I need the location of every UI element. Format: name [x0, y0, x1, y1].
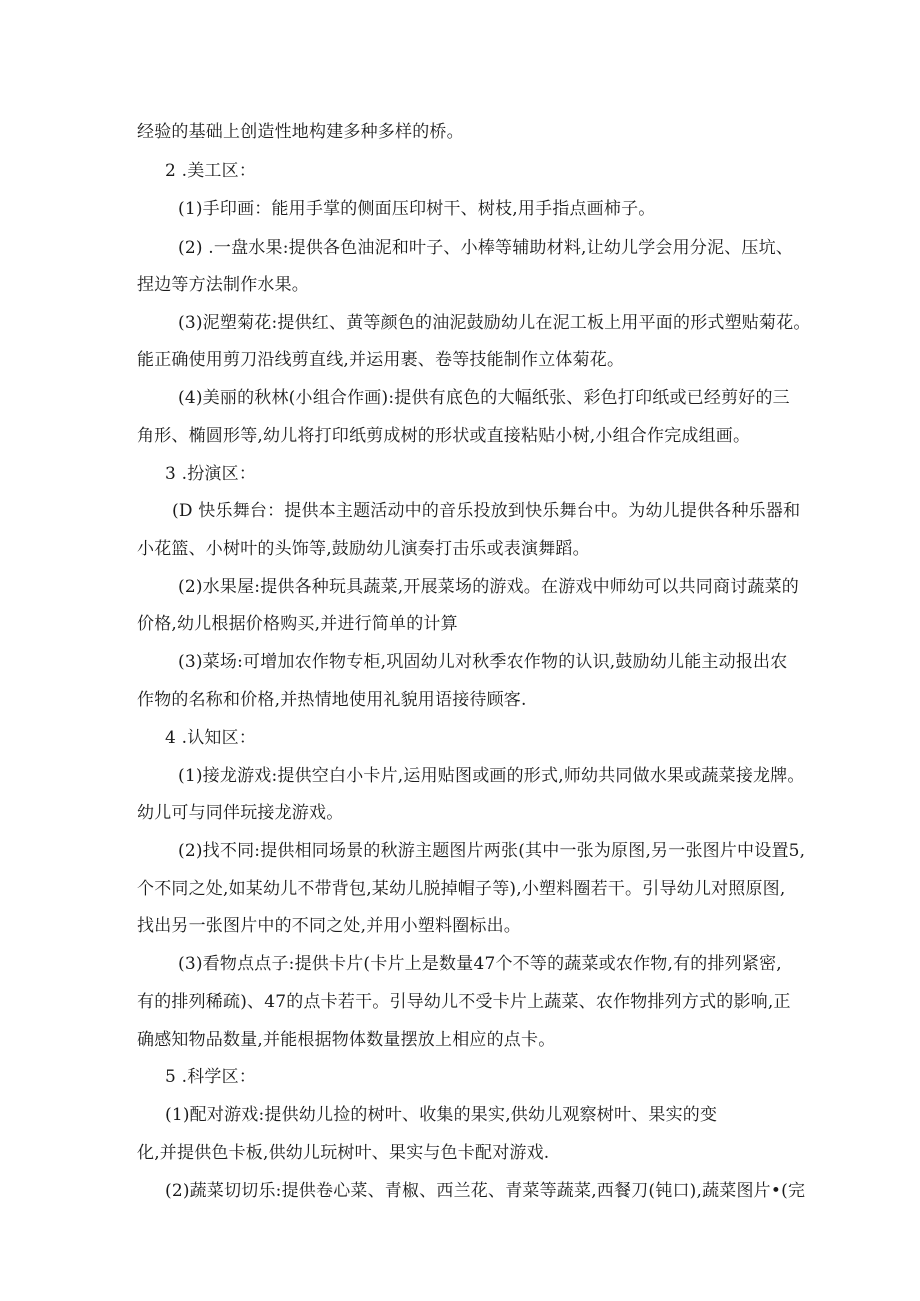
text-line: (2)水果屋:提供各种玩具蔬菜,开展菜场的游戏。在游戏中师幼可以共同商讨蔬菜的 [178, 577, 800, 597]
text-line: 找出另一张图片中的不同之处,并用小塑料圈标出。 [137, 916, 522, 936]
text-line: (4)美丽的秋林(小组合作画):提供有底色的大幅纸张、彩色打印纸或已经剪好的三 [178, 388, 790, 408]
text-line: 化,并提供色卡板,供幼儿玩树叶、果实与色卡配对游戏. [137, 1143, 550, 1163]
text-line: (1)配对游戏:提供幼儿捡的树叶、收集的果实,供幼儿观察树叶、果实的变 [165, 1105, 718, 1125]
section-heading: 5 .科学区： [165, 1067, 257, 1087]
text-line: (3)菜场:可增加农作物专柜,巩固幼儿对秋季农作物的认识,鼓励幼儿能主动报出农 [178, 652, 788, 672]
text-line: 经验的基础上创造性地构建多种多样的桥。 [137, 122, 464, 142]
text-line: 作物的名称和价格,并热情地使用礼貌用语接待顾客. [137, 690, 527, 710]
text-line: (1)接龙游戏:提供空白小卡片,运用贴图或画的形式,师幼共同做水果或蔬菜接龙牌。 [178, 766, 805, 786]
text-line: (2) .一盘水果:提供各色油泥和叶子、小棒等辅助材料,让幼儿学会用分泥、压坑、 [178, 238, 794, 258]
text-line: 小花篮、小树叶的头饰等,鼓励幼儿演奏打击乐或表演舞蹈。 [137, 539, 590, 559]
text-line: 捏边等方法制作水果。 [137, 275, 309, 295]
text-line: (3)看物点点子:提供卡片(卡片上是数量47个不等的蔬菜或农作物,有的排列紧密, [178, 954, 782, 974]
section-heading: 4 .认知区： [165, 728, 257, 748]
text-line: 价格,幼儿根据价格购买,并进行简单的计算 [137, 614, 458, 634]
text-line: (1)手印画：能用手掌的侧面压印树干、树枝,用手指点画柿子。 [178, 199, 656, 219]
text-line: (2)蔬菜切切乐:提供卷心菜、青椒、西兰花、青菜等蔬菜,西餐刀(钝口),蔬菜图片•(完 [165, 1181, 806, 1201]
text-line: (3)泥塑菊花:提供红、黄等颜色的油泥鼓励幼儿在泥工板上用平面的形式塑贴菊花。 [178, 313, 811, 333]
text-line: 角形、椭圆形等,幼儿将打印纸剪成树的形状或直接粘贴小树,小组合作完成组画。 [137, 426, 751, 446]
text-line: 有的排列稀疏)、47的点卡若干。引导幼儿不受卡片上蔬菜、农作物排列方式的影响,正 [137, 992, 791, 1012]
text-line: (2)找不同:提供相同场景的秋游主题图片两张(其中一张为原图,另一张图片中设置5, [178, 841, 806, 861]
text-line: (D 快乐舞台：提供本主题活动中的音乐投放到快乐舞台中。为幼儿提供各种乐器和 [172, 501, 801, 521]
section-heading: 3 .扮演区： [165, 464, 257, 484]
text-line: 个不同之处,如某幼儿不带背包,某幼儿脱掉帽子等),小塑料圈若干。引导幼儿对照原图, [137, 879, 786, 899]
text-line: 能正确使用剪刀沿线剪直线,并运用裹、卷等技能制作立体菊花。 [137, 350, 625, 370]
text-line: 幼儿可与同伴玩接龙游戏。 [137, 803, 344, 823]
section-heading: 2 .美工区： [165, 161, 257, 181]
text-line: 确感知物品数量,并能根据物体数量摆放上相应的点卡。 [137, 1030, 556, 1050]
